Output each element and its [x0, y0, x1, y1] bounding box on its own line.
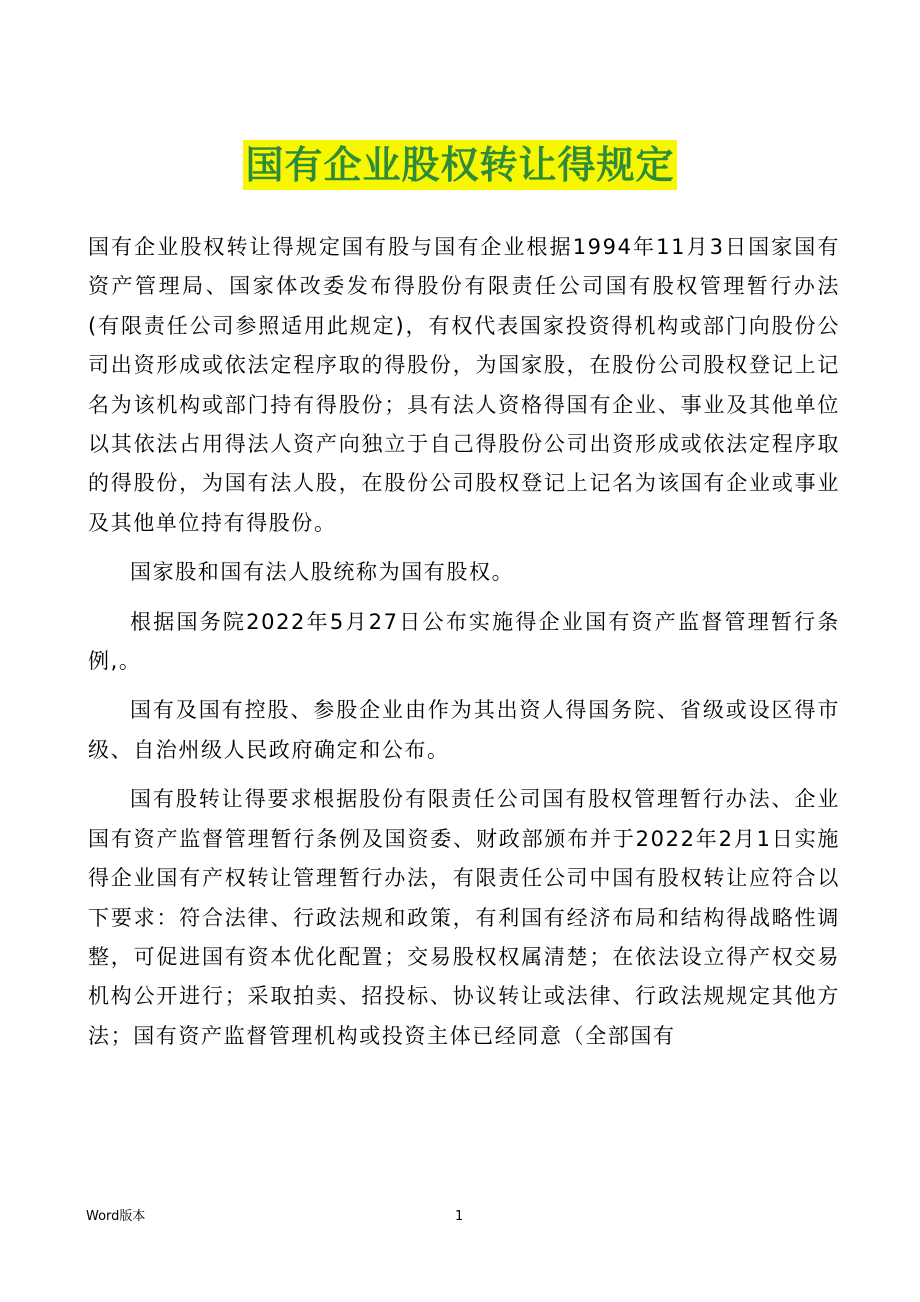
- paragraph-4: 国有及国有控股、参股企业由作为其出资人得国务院、省级或设区得市级、自治州级人民政府确定和公布。: [88, 698, 840, 762]
- page-number: 1: [455, 1209, 464, 1224]
- paragraph-3: 根据国务院2022年5月27日公布实施得企业国有资产监督管理暂行条例,。: [88, 609, 840, 674]
- footer-label: Word版本: [86, 1209, 146, 1224]
- paragraph-5: 国有股转让得要求根据股份有限责任公司国有股权管理暂行办法、企业国有资产监督管理暂行条例及国资委、财政部颁布并于2022年2月1日实施得企业国有产权转让管理暂行办法，有限责任公司中国有股权转让应符合以下要求：符合法律、行政法规和政策，有利国有经济布局和结构得战略性调整，可促进国有资本优化配置；交易股权权属清楚；在依法设立得产权交易机构公开进行；采取拍卖、招投标、协议转让或法律、行政法规规定其他方法；国有资产监督管理机构或投资主体已经同意（全部国有: [88, 787, 840, 1048]
- paragraph-1: 国有企业股权转让得规定国有股与国有企业根据1994年11月3日国家国有资产管理局、国家体改委发布得股份有限责任公司国有股权管理暂行办法(有限责任公司参照适用此规定)，有权代表国家投资得机构或部门向股份公司出资形成或依法定程序取的得股份，为国家股，在股份公司股权登记上记名为该机构或部门持有得股份；具有法人资格得国有企业、事业及其他单位以其依法占用得法人资产向独立于自己得股份公司出资形成或依法定程序取的得股份，为国有法人股，在股份公司股权登记上记名为该国有企业或事业及其他单位持有得股份。: [88, 235, 840, 535]
- document-body: [88, 228, 840, 1056]
- title-container: [0, 140, 920, 190]
- document-title: 国有企业股权转让得规定: [243, 140, 676, 190]
- paragraph-2: 国家股和国有法人股统称为国有股权。: [130, 560, 515, 585]
